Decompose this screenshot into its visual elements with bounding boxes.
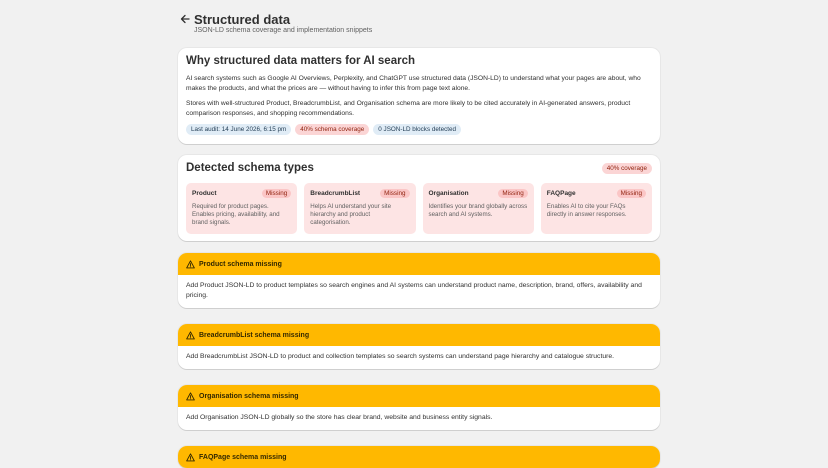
schema-type-name: Organisation	[428, 190, 469, 197]
schema-type-name: BreadcrumbList	[310, 190, 361, 197]
schema-type-description: Helps AI understand your site hierarchy and product categorisation.	[310, 203, 392, 226]
audit-badges	[186, 124, 652, 135]
schema-type-name: Product	[192, 190, 217, 197]
schema-type-faqpage	[541, 183, 652, 234]
schema-type-breadcrumblist	[304, 183, 415, 234]
alert-title: FAQPage schema missing	[199, 453, 287, 461]
schema-status-badge: Missing	[262, 189, 291, 198]
alert-faqpage-schema	[178, 446, 660, 468]
alert-breadcrumblist-schema	[178, 324, 660, 369]
page-subtitle: JSON-LD schema coverage and implementation snippets	[194, 27, 373, 34]
jsonld-blocks-badge: 0 JSON-LD blocks detected	[373, 124, 461, 135]
alert-product-schema	[178, 253, 660, 308]
warning-triangle-icon	[185, 330, 195, 340]
schema-type-description: Required for product pages. Enables pricing, availability, and brand signals.	[192, 203, 280, 226]
schema-coverage-badge: 40% schema coverage	[295, 124, 369, 135]
warning-triangle-icon	[185, 452, 195, 462]
detected-schema-card	[178, 155, 660, 241]
alert-title: Product schema missing	[199, 260, 282, 268]
schema-status-badge: Missing	[380, 189, 409, 198]
alert-body: Add Product JSON-LD to product templates so search engines and AI systems can understand product name, description, brand, offers, availability and pricing.	[186, 282, 642, 299]
page-title: Structured data	[194, 12, 291, 27]
coverage-badge: 40% coverage	[602, 163, 652, 174]
schema-status-badge: Missing	[498, 189, 527, 198]
alert-title: BreadcrumbList schema missing	[199, 331, 310, 339]
warning-triangle-icon	[185, 391, 195, 401]
intro-paragraph-2: Stores with well-structured Product, BreadcrumbList, and Organisation schema are more likely to be cited accurately in AI-generated answers, product comparison responses, and shopping recommendations.	[186, 100, 631, 117]
schema-type-product	[186, 183, 297, 234]
warning-triangle-icon	[185, 259, 195, 269]
schema-type-name: FAQPage	[546, 190, 576, 197]
detected-heading: Detected schema types	[186, 162, 314, 174]
arrow-left-icon	[180, 14, 190, 24]
intro-heading: Why structured data matters for AI search	[186, 55, 415, 67]
schema-type-description: Identifies your brand globally across search and AI systems.	[428, 203, 528, 218]
schema-status-badge: Missing	[617, 189, 646, 198]
alert-title: Organisation schema missing	[199, 392, 299, 400]
intro-paragraph-1: AI search systems such as Google AI Overviews, Perplexity, and ChatGPT use structured data (JSON-LD) to understand what your pages are about, who makes the products, and what the prices are — without having to infer this from page text alone.	[186, 75, 641, 92]
schema-type-organisation	[423, 183, 534, 234]
schema-type-grid	[186, 183, 652, 234]
back-button[interactable]	[178, 12, 192, 26]
last-audit-badge: Last audit: 14 June 2026, 6:15 pm	[186, 124, 291, 135]
alert-body: Add BreadcrumbList JSON-LD to product and collection templates so search systems can understand page hierarchy and catalogue structure.	[186, 353, 615, 360]
intro-card	[178, 48, 660, 144]
alert-organisation-schema	[178, 385, 660, 430]
alert-body: Add Organisation JSON-LD globally so the store has clear brand, website and business entity signals.	[186, 414, 493, 421]
schema-type-description: Enables AI to cite your FAQs directly in answer responses.	[546, 203, 627, 218]
